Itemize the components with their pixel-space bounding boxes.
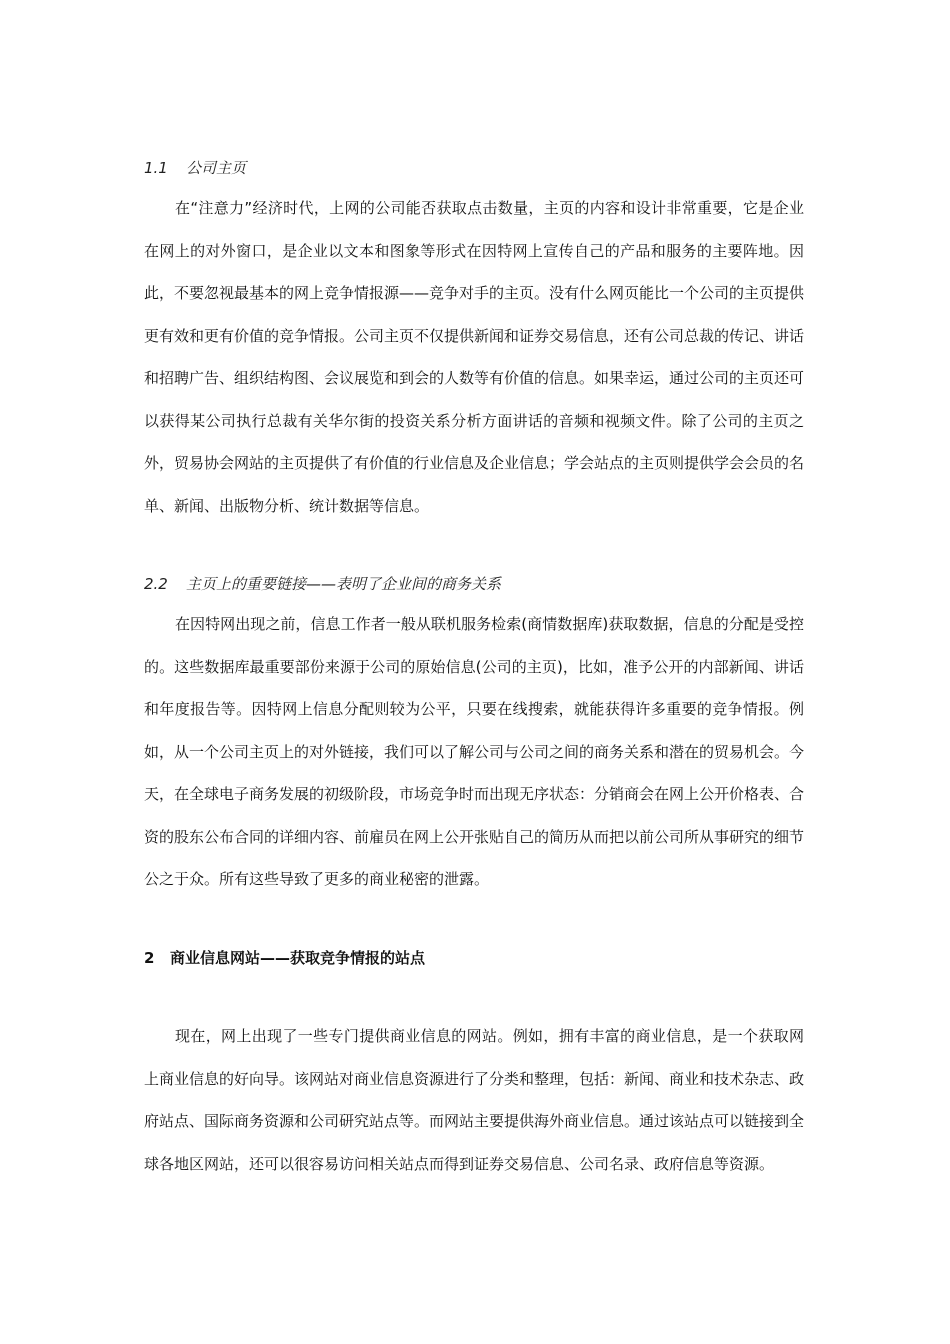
section-paragraph-2-2: 在因特网出现之前，信息工作者一般从联机服务检索(商情数据库)获取数据，信息的分配是受控的。这些数据库最重要部份来源于公司的原始信息(公司的主页)，比如，准予公开的内部新闻、讲话和年度报告等。因特网上信息分配则较为公平，只要在线搜索，就能获得许多重要的竞争情报。例如，从一个公司主页上的对外链接，我们可以了解公司与公司之间的商务关系和潜在的贸易机会。今天，在全球电子商务发展的初级阶段，市场竞争时而出现无序状态：分销商会在网上公开价格表、合资的股东公布合同的详细内容、前雇员在网上公开张贴自己的简历从而把以前公司所从事研究的细节公之于众。所有这些导致了更多的商业秘密的泄露。 (144, 615, 805, 888)
section-paragraph-1-1: 在“注意力”经济时代，上网的公司能否获取点击数量，主页的内容和设计非常重要，它是企业在网上的对外窗口，是企业以文本和图象等形式在因特网上宣传自己的产品和服务的主要阵地。因此，不要忽视最基本的网上竞争情报源——竞争对手的主页。没有什么网页能比一个公司的主页提供更有效和更有价值的竞争情报。公司主页不仅提供新闻和证券交易信息，还有公司总裁的传记、讲话和招聘广告、组织结构图、会议展览和到会的人数等有价值的信息。如果幸运，通过公司的主页还可以获得某公司执行总裁有关华尔街的投资关系分析方面讲话的音频和视频文件。除了公司的主页之外，贸易协会网站的主页提供了有价值的行业信息及企业信息；学会站点的主页则提供学会会员的名单、新闻、出版物分析、统计数据等信息。 (144, 199, 805, 515)
section-heading-2 (144, 947, 425, 968)
section-heading-1-1 (144, 157, 246, 178)
section-title: 公司主页 (186, 159, 247, 177)
section-paragraph-2: 现在，网上出现了一些专门提供商业信息的网站。例如，拥有丰富的商业信息，是一个获取网上商业信息的好向导。该网站对商业信息资源进行了分类和整理，包括：新闻、商业和技术杂志、政府站点、国际商务资源和公司研究站点等。而网站主要提供海外商业信息。通过该站点可以链接到全球各地区网站，还可以很容易访问相关站点而得到证券交易信息、公司名录、政府信息等资源。 (144, 1027, 805, 1173)
section-heading-2-2 (144, 573, 501, 594)
section-number: 2 (144, 949, 155, 967)
section-number: 1.1 (144, 159, 168, 177)
section-title: 商业信息网站——获取竞争情报的站点 (170, 949, 426, 967)
section-title: 主页上的重要链接——表明了企业间的商务关系 (186, 575, 502, 593)
section-number: 2.2 (144, 575, 168, 593)
